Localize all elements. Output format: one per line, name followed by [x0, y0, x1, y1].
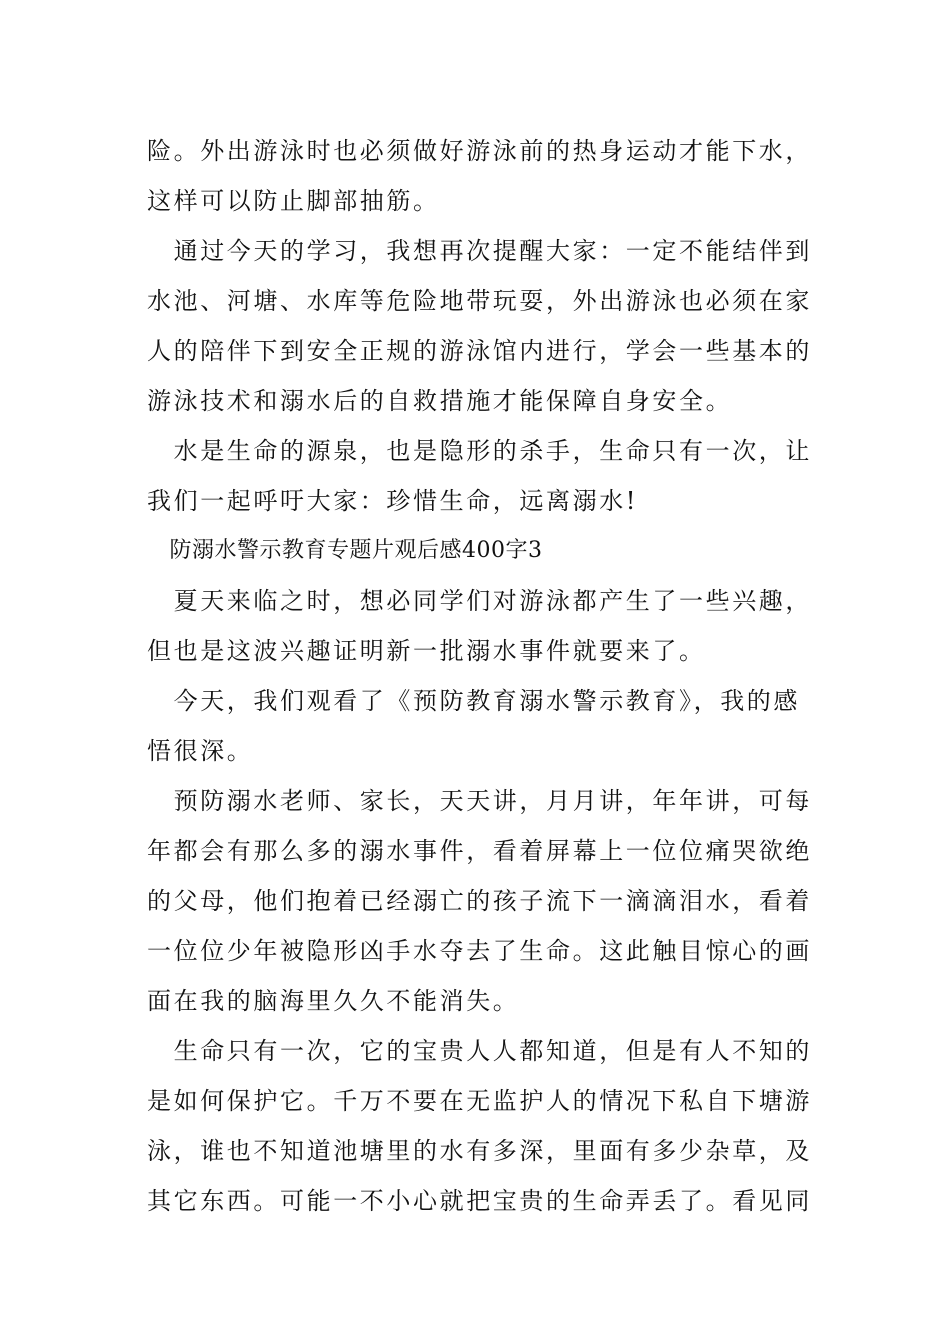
text-line: 的父母，他们抱着已经溺亡的孩子流下一滴滴泪水，看着 [147, 887, 812, 915]
text-line: 水池、河塘、水库等危险地带玩耍，外出游泳也必须在家 [147, 287, 812, 315]
section-heading: 防溺水警示教育专题片观后感400字3 [147, 538, 543, 563]
text-line: 险。外出游泳时也必须做好游泳前的热身运动才能下水， [147, 137, 812, 165]
text-line: 生命只有一次，它的宝贵人人都知道，但是有人不知的 [147, 1037, 812, 1065]
text-line: 今天，我们观看了《预防教育溺水警示教育》，我的感 [147, 687, 800, 715]
text-line: 通过今天的学习，我想再次提醒大家：一定不能结伴到 [147, 237, 812, 265]
text-line: 我们一起呼吁大家：珍惜生命，远离溺水! [147, 487, 639, 515]
text-line: 悟很深。 [147, 737, 254, 765]
text-line: 人的陪伴下到安全正规的游泳馆内进行，学会一些基本的 [147, 337, 812, 365]
text-line: 游泳技术和溺水后的自救措施才能保障自身安全。 [147, 387, 733, 415]
text-line: 年都会有那么多的溺水事件，看着屏幕上一位位痛哭欲绝 [147, 837, 812, 865]
text-line: 其它东西。可能一不小心就把宝贵的生命弄丢了。看见同 [147, 1187, 812, 1215]
text-line: 夏天来临之时，想必同学们对游泳都产生了一些兴趣， [147, 587, 812, 615]
text-line: 预防溺水老师、家长，天天讲，月月讲，年年讲，可每 [147, 787, 812, 815]
text-line: 但也是这波兴趣证明新一批溺水事件就要来了。 [147, 637, 706, 665]
text-line: 一位位少年被隐形凶手水夺去了生命。这此触目惊心的画 [147, 937, 812, 965]
text-line: 这样可以防止脚部抽筋。 [147, 187, 440, 215]
body-text [147, 126, 812, 1226]
text-line: 水是生命的源泉，也是隐形的杀手，生命只有一次，让 [147, 437, 812, 465]
text-line: 泳，谁也不知道池塘里的水有多深，里面有多少杂草，及 [147, 1137, 812, 1165]
text-line: 是如何保护它。千万不要在无监护人的情况下私自下塘游 [147, 1087, 812, 1115]
text-line: 面在我的脑海里久久不能消失。 [147, 987, 520, 1015]
